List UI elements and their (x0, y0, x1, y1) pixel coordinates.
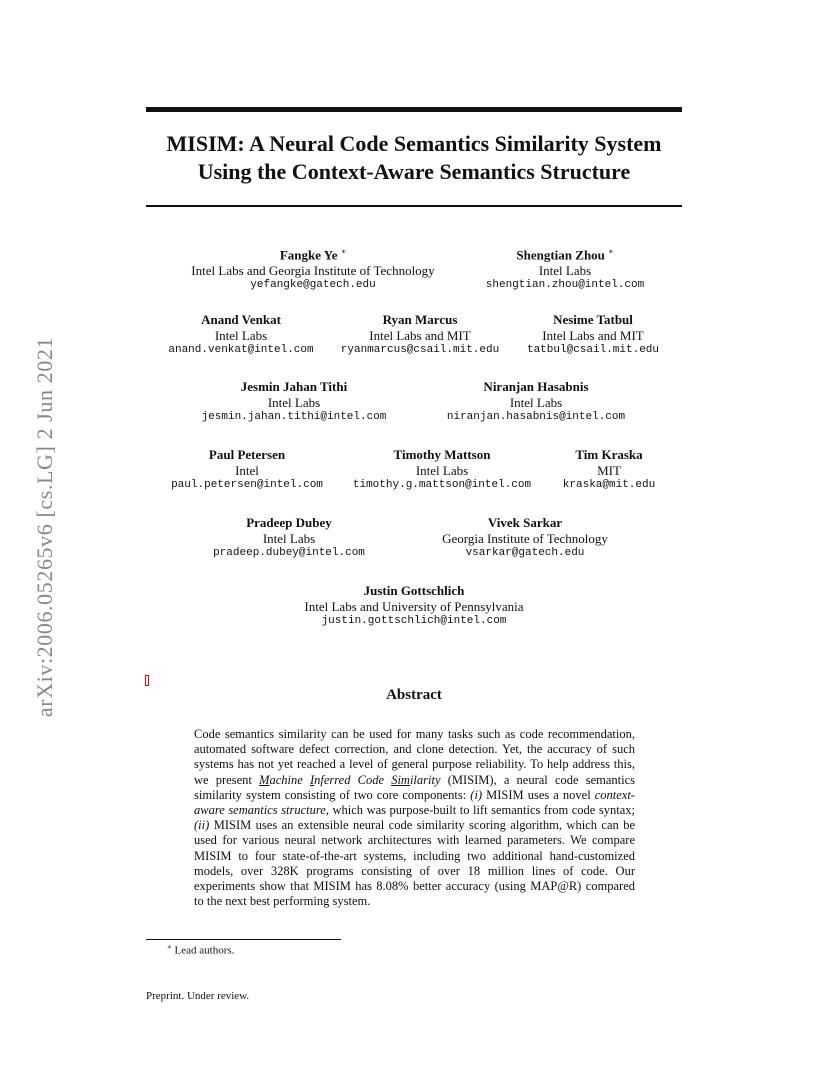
paper-title (146, 130, 682, 186)
author-block (447, 379, 625, 426)
author-email[interactable]: justin.gottschlich@intel.com (321, 615, 507, 627)
author-email[interactable]: kraska@mit.edu (562, 479, 656, 491)
author-block (527, 312, 659, 359)
author-affiliation: Intel Labs and MIT (542, 327, 644, 343)
abstract-body: Code semantics similarity can be used for many tasks such as code recommendation, automated software defect correction, and clone detection. Yet, the accuracy of such systems has not yet reached a level of general purpose reliability. To help address this, we present Machine Inferred Code Similarity (MISIM), a neural code semantics similarity system consisting of two core components: (i) MISIM uses a novel context-aware semantics structure, which was purpose-built to lift semantics from code syntax; (ii) MISIM uses an extensible neural code similarity scoring algorithm, which can be used for various neural network architectures with learned parameters. We compare MISIM to four state-of-the-art systems, including two additional hand-customized models, over 328K programs consisting of over 18 million lines of code. Our experiments show that MISIM has 8.08% better accuracy (using MAP@R) compared to the next best performing system. (194, 727, 636, 909)
author-name: Jesmin Jahan Tithi (240, 379, 348, 394)
author-email[interactable]: timothy.g.mattson@intel.com (352, 479, 532, 491)
author-block (213, 515, 365, 562)
author-name: Vivek Sarkar (487, 515, 563, 530)
author-block (168, 312, 313, 359)
author-affiliation: Intel (235, 462, 259, 478)
author-email[interactable]: yefangke@gatech.edu (250, 279, 376, 292)
author-block (171, 447, 323, 494)
author-mark: ∗ (608, 247, 614, 256)
author-email[interactable]: shengtian.zhou@intel.com (485, 279, 645, 292)
author-affiliation: Intel Labs (415, 462, 469, 478)
author-affiliation: Intel Labs (267, 394, 321, 410)
author-name: Pradeep Dubey (246, 515, 332, 530)
author-affiliation: MIT (597, 462, 621, 478)
footnote (167, 943, 234, 957)
author-name: Fangke Ye (279, 247, 338, 263)
footnote-mark: ∗ (167, 943, 172, 951)
footnote-text: Lead authors. (174, 944, 235, 957)
author-name: Ryan Marcus (382, 312, 458, 327)
top-rule (146, 107, 682, 112)
author-block (304, 583, 523, 630)
link-marker (145, 675, 149, 686)
author-block (563, 447, 655, 494)
author-affiliation: Intel Labs (538, 262, 592, 278)
author-affiliation: Georgia Institute of Technology (442, 530, 608, 546)
author-name: Niranjan Hasabnis (483, 379, 589, 394)
author-mark: ∗ (340, 247, 347, 256)
author-affiliation: Intel Labs and MIT (369, 327, 471, 343)
author-name: Shengtian Zhou (516, 247, 605, 263)
author-name: Paul Petersen (208, 447, 286, 462)
author-block (341, 312, 499, 359)
author-email[interactable]: anand.venkat@intel.com (168, 344, 314, 356)
author-name: Nesime Tatbul (553, 312, 633, 327)
abstract-heading: Abstract (386, 687, 442, 703)
author-email[interactable]: ryanmarcus@csail.mit.edu (340, 344, 500, 356)
author-affiliation: Intel Labs (509, 394, 563, 410)
author-block (202, 379, 387, 426)
author-email[interactable]: jesmin.jahan.tithi@intel.com (201, 411, 387, 423)
author-affiliation: Intel Labs (262, 530, 316, 546)
author-name: Timothy Mattson (393, 447, 491, 462)
author-name: Justin Gottschlich (363, 583, 465, 598)
author-block (486, 244, 644, 294)
author-email[interactable]: pradeep.dubey@intel.com (213, 547, 365, 559)
footnote-rule (146, 939, 341, 940)
author-block (442, 515, 608, 562)
author-block (353, 447, 531, 494)
author-email[interactable]: paul.petersen@intel.com (171, 479, 323, 491)
title-line-2: Using the Context-Aware Semantics Structure (197, 159, 631, 184)
arxiv-id: arXiv:2006.05265v6 [cs.LG] 2 Jun 2021 (32, 336, 57, 718)
author-email[interactable]: vsarkar@gatech.edu (465, 547, 585, 559)
author-affiliation: Intel Labs and Georgia Institute of Technology (191, 262, 435, 278)
title-bottom-rule (146, 205, 682, 207)
title-line-1: MISIM: A Neural Code Semantics Similarity System (166, 131, 662, 156)
author-block (191, 244, 434, 294)
author-email[interactable]: tatbul@csail.mit.edu (526, 344, 660, 356)
author-name: Tim Kraska (575, 447, 643, 462)
author-name: Anand Venkat (201, 312, 281, 327)
author-affiliation: Intel Labs and University of Pennsylvania (304, 598, 524, 614)
preprint-notice: Preprint. Under review. (146, 990, 250, 1002)
author-email[interactable]: niranjan.hasabnis@intel.com (446, 411, 626, 423)
author-affiliation: Intel Labs (214, 327, 268, 343)
